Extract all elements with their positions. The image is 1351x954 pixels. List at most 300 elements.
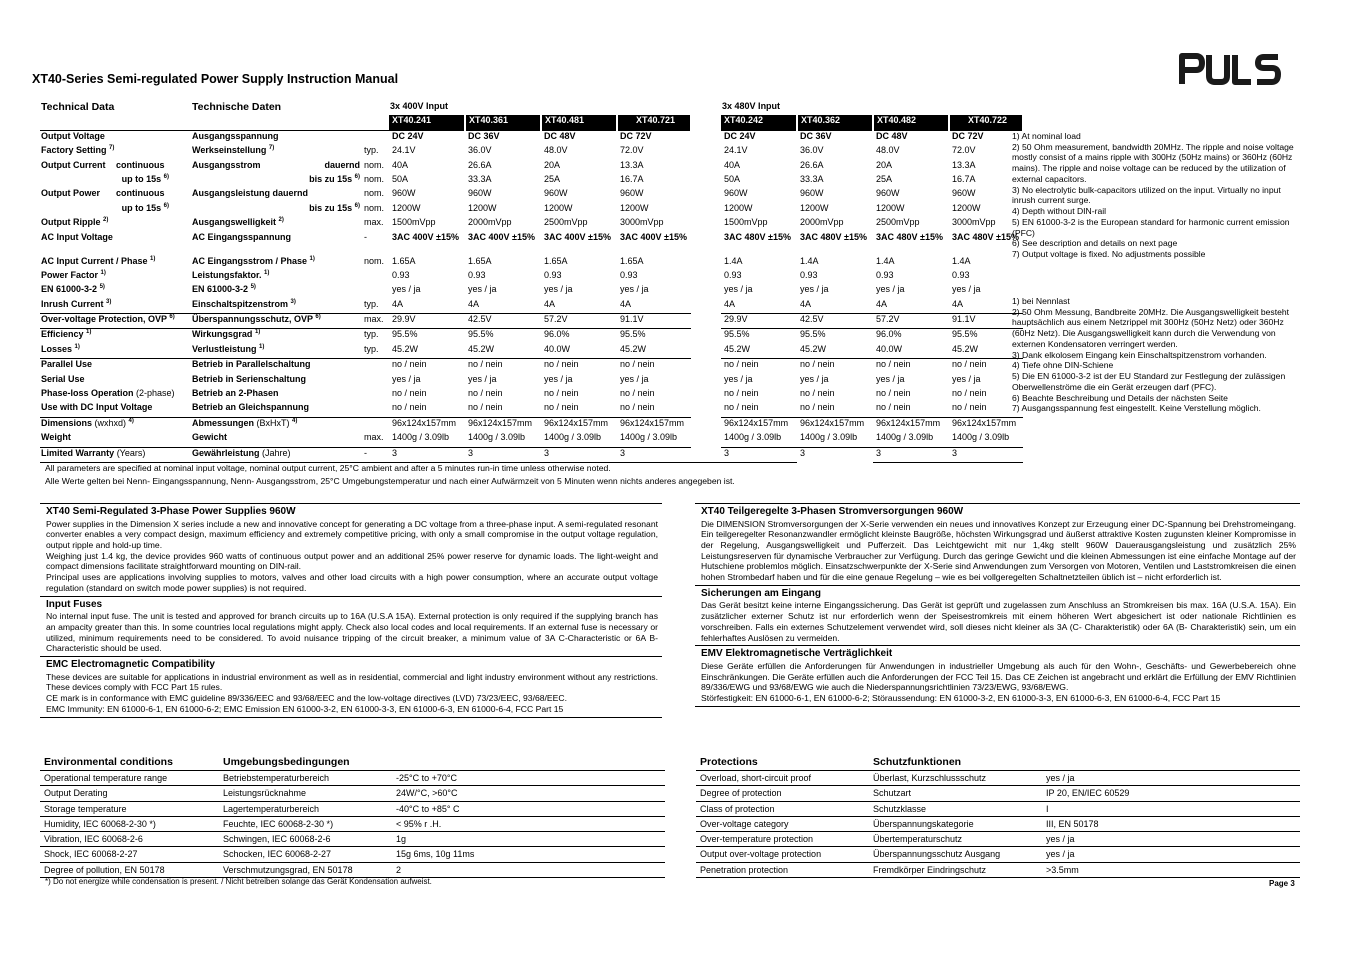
footnote-ref: 1) [150,255,156,262]
env-row [40,862,665,877]
spec-value: 3 [873,447,949,462]
spec-row [40,232,1023,256]
spec-label-en-sub: continuous [116,159,165,170]
spec-value: no / nein [876,388,911,399]
spec-value: 95.5% [617,329,691,344]
spec-qualifier: nom. [364,188,385,199]
spec-value: 2000mVpp [800,217,844,228]
spec-value: 95.5% [949,329,1023,344]
spec-qualifier [363,374,389,388]
spec-value: 3AC 480V ±15% [876,231,944,242]
footnote-ref: 7) [109,145,115,152]
spec-qualifier: - [364,231,367,242]
spec-label-en [40,160,116,174]
env-cell: 24W/°C, >60°C [392,786,665,801]
prot-cell: III, EN 50178 [1042,816,1300,831]
spec-label-de: Verlustleistung $^{1)}$ [192,343,265,354]
prot-cell: >3.5mm [1042,862,1300,877]
footnote-ref: 4) [128,417,134,424]
env-cell: -25°C to +70°C [392,771,665,786]
spec-label-en: Power Factor $^{1)}$ [41,269,106,280]
spec-qualifier: nom. [364,173,385,184]
model-header: XT40.482 [873,115,949,130]
spec-value: 1.4A [876,255,895,266]
spec-value: 960W [392,188,416,199]
spec-value: 0.93 [876,269,894,280]
spec-label-en-text: Output Power [41,188,100,199]
section-body [695,600,1300,645]
spec-value: no / nein [952,388,987,399]
spec-value: 36.0V [468,145,492,156]
footnote-ref: 5) [250,284,256,291]
spec-label-en: Phase-loss Operation (2-phase) [41,388,175,399]
prot-cell: Over-voltage category [696,816,869,831]
footnote-ref: 1) [100,269,106,276]
spec-label-en-sub: up to 15s $^{6)}$ [121,202,169,213]
spec-value: yes / ja [800,373,829,384]
spec-row [40,270,1023,284]
footnote-item: 3) No electrolytic bulk-capacitors utilized on the input. Virtually no input inrush current surge. [1012,184,1281,206]
spec-value: 48.0V [876,145,900,156]
spec-label-de: Wirkungsgrad $^{1)}$ [191,329,363,344]
spec-value: 3AC 400V ±15% [544,231,611,242]
spec-row [40,402,1023,417]
spec-value: 45.2W [620,343,647,354]
env-cell: Shock, IEC 60068-2-27 [40,847,219,862]
section-paragraph: Diese Geräte erfüllen die Anforderungen für Anwendungen in industrieller Umgebung als auch für den Wohn-, Geschäfts- und Gewerbebereich ohne Einschränkungen. Die Geräte erfüllen auch die Anforderungen der FCC Teil 15. Das CE Zeichen ist angebracht und erklärt die Erfüllung der EMV Richtlinien 89/336/EWG und 93/68/EWG wie auch die Niederspannungsrichtlinien 73/23/EWG, 93/68/EWG. [701,660,1296,693]
spec-label-de: AC Eingangsspannung [192,231,291,242]
spec-value: 40.0W [544,343,571,354]
footnote-ref: 6) [354,202,360,209]
spec-value: yes / ja [468,284,497,295]
spec-label-en [40,188,116,202]
spec-value: no / nein [468,388,503,399]
section-paragraph: No internal input fuse. The unit is tested and approved for branch circuits up to 16A (U.S.A 15A). External protection is only required if the supplying branch has an ampacity greater than this. In some countries local regulations might apply. Check also local codes and local requirements. If an external fuse is necessary or utilized, minimum requirements need to be considered. To avoid nuisance tripping of the circuit breaker, a minimum value of 3A C-Characteristic or 6A B-Characteristic should be used. [46,611,658,654]
spec-value: 45.2W [952,343,979,354]
section-paragraph: These devices are suitable for applications in industrial environment as well as in residential, commercial and light industry environment without any restrictions. These devices comply with FCC Part 15 rules. [46,671,658,693]
spec-value: 4A [800,298,812,309]
spec-label-en: Inrush Current $^{3)}$ [41,298,112,309]
spec-value: no / nein [724,388,759,399]
env-cell: Leistungsrücknahme [219,786,392,801]
prot-header-en: Protections [696,752,869,771]
spec-value: 960W [876,188,900,199]
spec-value: 25A [876,173,893,184]
prot-cell: Übertemperaturschutz [869,832,1042,847]
prot-cell: Class of protection [696,801,869,816]
spec-value: no / nein [800,402,835,413]
spec-value: 95.5% [721,329,797,344]
footnote-ref: 1) [86,329,92,336]
technische-daten-header: Technische Daten [192,101,282,113]
spec-value: 1400g / 3.09lb [544,432,602,443]
spec-label-en: Limited Warranty (Years) [40,447,191,462]
spec-label-de: Überspannungsschutz, OVP $^{6)}$ [191,314,363,329]
spec-label-de: Betrieb an 2-Phasen [192,388,279,399]
spec-value: 91.1V [617,314,691,329]
section-paragraph: Power supplies in the Dimension X series include a new and innovative concept for generating a DC voltage from a three-phase input. A semi-regulated resonant converter enables a very compact design, maximum efficiency and extremely competitive pricing, with only a small compromise in the output voltage regulation, output ripple and hold-up time. [46,518,658,550]
spec-value: 16.7A [952,173,976,184]
spec-value: 26.6A [800,159,824,170]
spec-value: yes / ja [620,284,649,295]
section-heading: Sicherungen am Eingang [695,585,1300,601]
prot-row [696,832,1300,847]
spec-row [40,145,1023,159]
footnote-ref: 6) [354,173,360,180]
footnote-ref: 4) [292,417,298,424]
env-cell: -40°C to +85° C [392,801,665,816]
spec-value: 960W [952,188,976,199]
spec-row [40,344,1023,359]
spec-value: 0.93 [952,269,970,280]
spec-value: no / nein [544,402,579,413]
env-cell: Degree of pollution, EN 50178 [40,862,219,877]
env-cell: 1g [392,832,665,847]
prot-cell: Schutzklasse [869,801,1042,816]
prot-cell: Over-temperature protection [696,832,869,847]
spec-label-de: AC Eingangsstrom / Phase $^{1)}$ [192,255,315,266]
env-row [40,847,665,862]
spec-qualifier: typ. [363,329,389,344]
spec-row [40,203,1023,217]
spec-label-de-sub: bis zu 15s $^{6)}$ [309,173,360,184]
footnote-ref: 6) [163,202,169,209]
spec-value: 3AC 400V ±15% [468,231,535,242]
env-cell: Output Derating [40,786,219,801]
section-paragraph: Störfestigkeit: EN 61000-6-1, EN 61000-6-2; Störaussendung: EN 61000-3-2, EN 61000-3-3, EN 61000-6-3, EN 61000-6-4, FCC Part 15 [701,693,1221,704]
spec-value: yes / ja [620,373,649,384]
spec-value: 0.93 [724,269,742,280]
spec-qualifier [363,284,389,298]
section-heading: Input Fuses [40,596,662,612]
spec-value: 72.0V [620,145,644,156]
section-heading: EMV Elektromagnetische Verträglichkeit [695,645,1300,661]
spec-value: 45.2W [800,343,827,354]
spec-value: 96.0% [873,329,949,344]
spec-qualifier [363,130,389,145]
spec-value: 0.93 [392,269,410,280]
spec-value: yes / ja [876,373,905,384]
spec-label-en [40,203,116,217]
model-header: XT40.361 [465,115,541,130]
spec-value: no / nein [721,359,797,374]
spec-label-en: Use with DC Input Voltage [41,402,153,413]
prot-header-de: Schutzfunktionen [869,752,1042,771]
spec-value: yes / ja [392,373,421,384]
environmental-conditions-table [40,752,665,878]
spec-label-en: EN 61000-3-2 $^{5)}$ [41,284,105,295]
spec-label-de: Abmessungen (BxHxT) $^{4)}$ [191,417,363,432]
env-footnote: *) Do not energize while condensation is present. / Nicht betreiben solange das Gerät Kondensation aufweist. [45,877,432,886]
footnote-item: 1) At nominal load [1012,131,1081,141]
prot-row [696,801,1300,816]
footnote-ref: 3) [290,298,296,305]
spec-label-de: Ausgangswelligkeit $^{2)}$ [192,217,284,228]
spec-value: 2500mVpp [876,217,920,228]
spec-qualifier: typ. [364,145,379,156]
spec-value: yes / ja [724,373,753,384]
spec-qualifier [363,359,389,374]
footnote-item: 2) 50 Ohm Messung, Bandbreite 20MHz. Die Ausgangswelligkeit besteht hauptsächlich aus einem Netzrippel mit 300Hz (50Hz Netz) oder 360Hz (60Hz Netz). Die Ausgangswelligkeit kann durch die Verwendung von externen Kondensatoren verringert werden. [1012,306,1290,349]
spec-value: yes / ja [468,373,497,384]
spec-qualifier: typ. [364,343,379,354]
spec-label-en: Weight [41,432,71,443]
spec-value: 36.0V [800,145,824,156]
prot-row [696,862,1300,877]
spec-value: 29.9V [389,314,465,329]
section-heading: XT40 Semi-Regulated 3-Phase Power Supplies 960W [40,503,662,519]
spec-value: no / nein [617,359,691,374]
env-cell: Humidity, IEC 60068-2-30 *) [40,816,219,831]
prot-cell: Overload, short-circuit proof [696,771,869,786]
spec-value: 3 [389,447,465,462]
env-cell: Feuchte, IEC 60068-2-30 *) [219,816,392,831]
spec-value: 0.93 [544,269,562,280]
spec-value: 13.3A [952,159,976,170]
spec-value: 4A [724,298,736,309]
spec-label-de: Betrieb in Parallelschaltung [191,359,363,374]
spec-qualifier: max. [363,314,389,329]
spec-label-de: Gewicht [192,432,228,443]
footnote-ref: 6) [169,314,175,321]
prot-cell: Überspannungskategorie [869,816,1042,831]
spec-value: 960W [468,188,492,199]
footnote-ref: 7) [268,145,275,152]
spec-qualifier: typ. [364,298,379,309]
spec-value: no / nein [952,402,987,413]
spec-value: 13.3A [620,159,644,170]
spec-value: DC 24V [389,130,465,145]
footnote-item: 2) 50 Ohm measurement, bandwidth 20MHz. The ripple and noise voltage mostly consist of a mains ripple with 300Hz (50Hz mains) or 360Hz (60Hz mains). The ripple and noise voltage can be reduced by the utilization of external capacitors. [1012,141,1294,184]
prot-cell: Fremdkörper Eindringschutz [869,862,1042,877]
technical-data-table [40,101,1024,463]
prot-cell: yes / ja [1042,847,1300,862]
spec-value: 96x124x157mm [389,417,465,432]
env-cell: < 95% r .H. [392,816,665,831]
model-header: XT40.242 [721,115,797,130]
spec-value: 1500mVpp [392,217,436,228]
footnote-ref: 2) [103,217,109,224]
spec-value: 1400g / 3.09lb [800,432,858,443]
spec-value: no / nein [724,402,759,413]
prot-cell: Output over-voltage protection [696,847,869,862]
model-header: XT40.481 [541,115,617,130]
spec-label-en: Parallel Use [40,359,191,374]
env-cell: Schwingen, IEC 60068-2-6 [219,832,392,847]
spec-row [40,160,1023,174]
spec-value: 3AC 400V ±15% [620,231,687,242]
spec-value: 4A [620,298,632,309]
env-row [40,816,665,831]
env-cell: 15g 6ms, 10g 11ms [392,847,665,862]
spec-value: 1400g / 3.09lb [392,432,450,443]
spec-row [40,284,1023,298]
spec-label-de: Werkseinstellung $^{7)}$ [192,145,275,156]
footnote-ref: 1) [74,343,80,350]
spec-row [40,447,1023,462]
spec-value: 95.5% [797,329,873,344]
footnotes-de [1012,296,1302,414]
spec-label-en: AC Input Voltage [41,231,113,242]
spec-value: 1200W [392,202,421,213]
footnote-ref: 1) [309,255,315,262]
section-paragraph: Principal uses are applications involving supplies to motors, valves and other load circuits with a high power consumption, where an accurate output voltage regulation (standard on switch mode power supplies) is not required. [46,572,658,593]
spec-value: 2000mVpp [468,217,512,228]
spec-value: 1.65A [468,255,492,266]
footnote-ref: 2) [278,217,284,224]
footnote-ref: 5) [99,284,105,291]
spec-row [40,314,1023,329]
spec-value: 1200W [620,202,649,213]
footnote-ref: 3) [106,298,112,305]
footnote-ref: 6) [163,173,169,180]
spec-value: 40A [392,159,409,170]
spec-value: DC 36V [465,130,541,145]
footnote-item: 6) See description and details on next page [1012,238,1178,249]
spec-row [40,299,1023,314]
spec-value: 1200W [544,202,573,213]
section-heading: EMC Electromagnetic Compatibility [40,656,662,672]
footnote-item: 5) Die EN 61000-3-2 ist der EU Standard zur Festlegung der zulässigen Oberwellenströme die ein Gerät erzeugen darf (PFC). [1012,371,1286,392]
spec-value: 20A [544,159,561,170]
spec-qualifier: nom. [364,255,385,266]
spec-value: 3 [541,447,617,462]
spec-value: 33.3A [468,173,492,184]
spec-value: 4A [392,298,404,309]
spec-value: 1400g / 3.09lb [620,432,678,443]
spec-value: yes / ja [724,284,753,295]
spec-value: 1200W [800,202,829,213]
model-header: XT40.722 [949,115,1023,130]
spec-qualifier: - [363,447,389,462]
spec-qualifier: max. [364,217,384,228]
spec-row [40,188,1023,202]
env-cell: Lagertemperaturbereich [219,801,392,816]
spec-value: 45.2W [392,343,419,354]
spec-value: 1200W [876,202,905,213]
spec-value: 960W [544,188,568,199]
spec-value: no / nein [392,402,427,413]
section-body [695,519,1300,585]
env-cell: Operational temperature range [40,771,219,786]
spec-row [40,417,1023,432]
spec-value: no / nein [389,359,465,374]
env-cell: Storage temperature [40,801,219,816]
footnote-item: 7) Output voltage is fixed. No adjustments possible [1012,249,1206,260]
puls-logo [1178,52,1282,88]
spec-row [40,329,1023,344]
spec-row [40,130,1023,145]
spec-value: 3 [617,447,691,462]
spec-label-de-sub: dauernd [324,159,360,170]
footnote-item: 6) Beachte Beschreibung und Details der nächsten Seite [1012,392,1228,403]
group-400v-header: 3x 400V Input [390,101,449,111]
spec-value: 95.5% [389,329,465,344]
spec-value: 3000mVpp [952,217,996,228]
footnote-item: 5) EN 61000-3-2 is the European standard for harmonic current emission (PFC) [1012,216,1290,238]
env-header-de: Umgebungsbedingungen [219,752,392,771]
spec-value: 96x124x157mm [873,417,949,432]
spec-label-en: Serial Use [41,373,85,384]
footnote-item: 1) bei Nennlast [1012,296,1070,306]
footnote-ref: 1) [259,343,265,350]
technical-data-header: Technical Data [41,101,115,113]
protections-table [696,752,1300,878]
spec-value: 1.4A [952,255,971,266]
spec-value: 40A [724,159,741,170]
spec-value: 50A [724,173,741,184]
group-480v-header: 3x 480V Input [722,101,781,111]
prot-cell: IP 20, EN/IEC 60529 [1042,786,1300,801]
spec-value: 0.93 [800,269,818,280]
spec-qualifier: max. [364,432,384,443]
spec-value: 0.93 [468,269,486,280]
spec-value: yes / ja [800,284,829,295]
spec-label-en [40,174,116,188]
section-paragraph: EMC Immunity: EN 61000-6-1, EN 61000-6-2; EMC Emission EN 61000-3-2, EN 61000-3-3, EN 61000-6-3, EN 61000-6-4, FCC Part 15 [46,703,564,714]
spec-value: 1.4A [800,255,819,266]
prot-cell: Penetration protection [696,862,869,877]
spec-value: 25A [544,173,561,184]
model-header: XT40.721 [617,115,691,130]
env-cell: Betriebstemperaturbereich [219,771,392,786]
spec-value: 1200W [468,202,497,213]
spec-value: 2500mVpp [544,217,588,228]
spec-label-en-sub: up to 15s $^{6)}$ [121,173,169,184]
footnote-item: 4) Depth without DIN-rail [1012,206,1107,217]
spec-value: no / nein [392,388,427,399]
env-row [40,771,665,786]
spec-value: 3 [721,447,797,462]
spec-value: 4A [544,298,556,309]
spec-value: 45.2W [724,343,751,354]
spec-label-de-sub: bis zu 15s $^{6)}$ [309,202,360,213]
spec-value: yes / ja [544,373,573,384]
spec-label-en: Factory Setting $^{7)}$ [41,145,115,156]
spec-value: no / nein [468,402,503,413]
section-paragraph: Weighing just 1.4 kg, the device provides 960 watts of continuous output power and an additional 25% power reserve for dynamic loads. The light-weight and compact dimensions facilitate straightforward mounting on DIN-rail. [46,550,658,572]
spec-value: no / nein [876,402,911,413]
spec-value: 96x124x157mm [617,417,691,432]
spec-label-en: AC Input Current / Phase $^{1)}$ [41,255,156,266]
footnotes-en [1012,131,1302,260]
spec-value: no / nein [800,388,835,399]
spec-value: no / nein [465,359,541,374]
spec-value: 72.0V [952,145,976,156]
spec-value: 96x124x157mm [949,417,1023,432]
prot-row [696,816,1300,831]
spec-value: 3 [797,447,873,462]
spec-value: 26.6A [468,159,492,170]
note-en: All parameters are specified at nominal input voltage, nominal output current, 25°C ambient and after a 5 minutes run-in time unless otherwise noted. [45,463,611,473]
spec-label-de [191,174,277,188]
spec-value: 960W [620,188,644,199]
spec-label-en: Over-voltage Protection, OVP $^{6)}$ [40,314,191,329]
spec-value: no / nein [541,359,617,374]
spec-value: no / nein [544,388,579,399]
footnote-item: 4) Tiefe ohne DIN-Schiene [1012,360,1114,371]
spec-value: DC 24V [721,130,797,145]
footnote-item: 7) Ausgangsspannung fest eingestellt. Keine Verstellung möglich. [1012,403,1261,414]
spec-value: DC 36V [797,130,873,145]
spec-value: DC 72V [949,130,1023,145]
spec-value: 1400g / 3.09lb [876,432,934,443]
spec-value: 96x124x157mm [721,417,797,432]
spec-value: 4A [952,298,964,309]
spec-value: 1400g / 3.09lb [952,432,1010,443]
spec-row [40,217,1023,231]
spec-value: 3000mVpp [620,217,664,228]
